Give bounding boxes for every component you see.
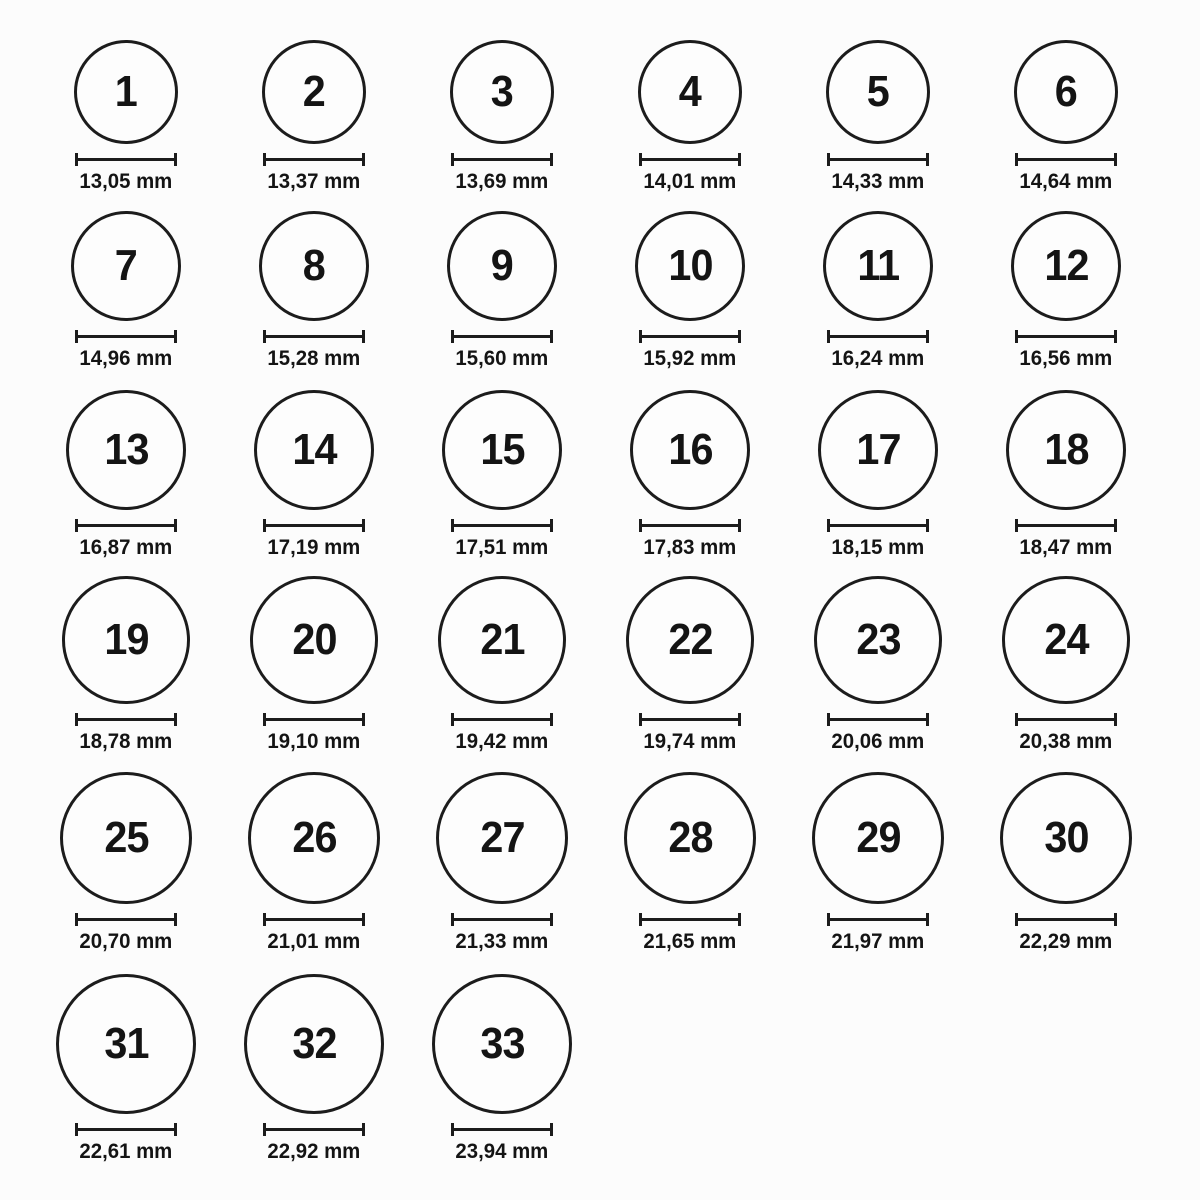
diameter-label: 13,05 mm: [79, 170, 173, 193]
ruler-tick-right: [174, 1123, 177, 1136]
size-row: [0, 755, 1200, 955]
ruler-tick-right: [362, 153, 365, 166]
size-circle: [1011, 211, 1121, 321]
size-circle: [1014, 40, 1118, 144]
size-number: 3: [490, 67, 514, 116]
size-number: 27: [479, 813, 525, 862]
ruler-bar: [1017, 524, 1115, 527]
ring-size-cell: [596, 211, 784, 372]
diameter-label: 16,87 mm: [79, 536, 173, 559]
ring-size-cell: [408, 40, 596, 195]
diameter-ruler: [451, 153, 553, 166]
size-number: 7: [114, 241, 138, 290]
size-number: 15: [479, 425, 525, 474]
size-row: [0, 955, 1200, 1165]
size-number: 12: [1043, 241, 1089, 290]
diameter-ruler: [263, 913, 365, 926]
ruler-tick-right: [926, 713, 929, 726]
size-number: 4: [678, 67, 702, 116]
size-number: 5: [866, 67, 890, 116]
ring-size-cell: [220, 772, 408, 955]
ruler-bar: [829, 718, 927, 721]
size-circle: [56, 974, 196, 1114]
ring-size-cell: [972, 390, 1160, 561]
ring-size-cell: [596, 772, 784, 955]
ruler-bar: [77, 718, 175, 721]
diameter-label: 14,64 mm: [1019, 170, 1113, 193]
ruler-tick-right: [174, 153, 177, 166]
ring-size-cell: [972, 772, 1160, 955]
ruler-tick-right: [1114, 713, 1117, 726]
diameter-ruler: [451, 913, 553, 926]
ruler-bar: [1017, 918, 1115, 921]
ring-size-cell: [784, 40, 972, 195]
ruler-tick-right: [362, 713, 365, 726]
diameter-label: 15,92 mm: [643, 347, 737, 370]
ruler-bar: [453, 335, 551, 338]
size-number: 25: [103, 813, 149, 862]
ruler-tick-right: [362, 519, 365, 532]
size-circle: [823, 211, 933, 321]
diameter-ruler: [75, 1123, 177, 1136]
ruler-bar: [453, 918, 551, 921]
ruler-bar: [453, 158, 551, 161]
ring-size-cell: [408, 390, 596, 561]
size-circle: [432, 974, 572, 1114]
diameter-label: 14,33 mm: [831, 170, 925, 193]
ruler-tick-right: [174, 330, 177, 343]
size-number: 28: [667, 813, 713, 862]
size-row: [0, 561, 1200, 755]
size-circle: [630, 390, 750, 510]
ruler-bar: [453, 524, 551, 527]
ruler-tick-right: [550, 519, 553, 532]
ring-size-cell: [596, 40, 784, 195]
size-number: 26: [291, 813, 337, 862]
size-circle: [74, 40, 178, 144]
ruler-bar: [829, 158, 927, 161]
ring-size-cell: [220, 576, 408, 755]
diameter-label: 18,15 mm: [831, 536, 925, 559]
size-number: 14: [291, 425, 337, 474]
ruler-bar: [641, 335, 739, 338]
size-circle: [818, 390, 938, 510]
ruler-tick-right: [362, 330, 365, 343]
ring-size-cell: [596, 390, 784, 561]
size-number: 20: [291, 615, 337, 664]
ring-size-cell: [972, 40, 1160, 195]
diameter-label: 21,01 mm: [267, 930, 361, 953]
diameter-label: 23,94 mm: [455, 1140, 549, 1163]
ruler-tick-right: [926, 153, 929, 166]
ring-size-cell: [408, 974, 596, 1165]
size-number: 17: [855, 425, 901, 474]
diameter-ruler: [827, 519, 929, 532]
diameter-label: 16,24 mm: [831, 347, 925, 370]
diameter-label: 16,56 mm: [1019, 347, 1113, 370]
size-circle: [259, 211, 369, 321]
ruler-tick-right: [926, 330, 929, 343]
ruler-tick-right: [550, 713, 553, 726]
diameter-label: 19,42 mm: [455, 730, 549, 753]
size-number: 1: [114, 67, 138, 116]
ruler-tick-right: [550, 1123, 553, 1136]
ruler-bar: [265, 718, 363, 721]
ruler-bar: [453, 1128, 551, 1131]
diameter-ruler: [263, 1123, 365, 1136]
size-circle: [624, 772, 756, 904]
diameter-label: 21,97 mm: [831, 930, 925, 953]
diameter-ruler: [75, 519, 177, 532]
ring-size-cell: [784, 576, 972, 755]
diameter-ruler: [1015, 913, 1117, 926]
ruler-bar: [1017, 718, 1115, 721]
size-number: 23: [855, 615, 901, 664]
ruler-tick-right: [174, 713, 177, 726]
size-circle: [250, 576, 378, 704]
diameter-label: 15,60 mm: [455, 347, 549, 370]
diameter-label: 20,70 mm: [79, 930, 173, 953]
ruler-tick-right: [738, 713, 741, 726]
size-number: 24: [1043, 615, 1089, 664]
ruler-tick-right: [926, 519, 929, 532]
diameter-ruler: [1015, 713, 1117, 726]
size-circle: [60, 772, 192, 904]
ring-size-cell: [220, 211, 408, 372]
ring-size-cell: [784, 390, 972, 561]
ruler-bar: [829, 524, 927, 527]
diameter-ruler: [1015, 153, 1117, 166]
diameter-ruler: [639, 153, 741, 166]
ring-size-cell: [408, 576, 596, 755]
diameter-ruler: [263, 713, 365, 726]
ruler-tick-right: [1114, 913, 1117, 926]
ruler-bar: [265, 335, 363, 338]
size-circle: [442, 390, 562, 510]
ring-size-cell: [408, 211, 596, 372]
diameter-label: 19,10 mm: [267, 730, 361, 753]
diameter-label: 22,61 mm: [79, 1140, 173, 1163]
size-circle: [626, 576, 754, 704]
size-number: 9: [490, 241, 514, 290]
size-circle: [438, 576, 566, 704]
ruler-bar: [265, 158, 363, 161]
size-number: 6: [1054, 67, 1078, 116]
size-number: 16: [667, 425, 713, 474]
diameter-ruler: [639, 713, 741, 726]
size-circle: [436, 772, 568, 904]
ring-size-cell: [32, 211, 220, 372]
ring-size-cell: [220, 974, 408, 1165]
diameter-ruler: [639, 330, 741, 343]
size-circle: [447, 211, 557, 321]
ruler-tick-right: [738, 519, 741, 532]
size-number: 30: [1043, 813, 1089, 862]
size-circle: [635, 211, 745, 321]
size-circle: [62, 576, 190, 704]
size-number: 31: [103, 1019, 149, 1068]
size-number: 21: [479, 615, 525, 664]
ruler-tick-right: [738, 913, 741, 926]
diameter-ruler: [639, 519, 741, 532]
size-circle: [814, 576, 942, 704]
diameter-label: 18,78 mm: [79, 730, 173, 753]
ruler-bar: [77, 524, 175, 527]
diameter-ruler: [263, 519, 365, 532]
ring-size-cell: [972, 576, 1160, 755]
size-number: 11: [857, 241, 899, 290]
ruler-tick-right: [362, 1123, 365, 1136]
size-circle: [248, 772, 380, 904]
ruler-tick-right: [174, 519, 177, 532]
size-circle: [244, 974, 384, 1114]
ring-size-cell: [32, 40, 220, 195]
ring-size-cell: [32, 576, 220, 755]
size-number: 33: [479, 1019, 525, 1068]
diameter-ruler: [827, 913, 929, 926]
ruler-tick-right: [738, 153, 741, 166]
diameter-label: 15,28 mm: [267, 347, 361, 370]
diameter-ruler: [263, 330, 365, 343]
size-number: 29: [855, 813, 901, 862]
ruler-bar: [265, 918, 363, 921]
ring-size-cell: [972, 211, 1160, 372]
ring-size-cell: [32, 390, 220, 561]
ruler-tick-right: [550, 330, 553, 343]
ruler-tick-right: [926, 913, 929, 926]
ring-size-cell: [32, 974, 220, 1165]
size-circle: [71, 211, 181, 321]
size-number: 13: [103, 425, 149, 474]
diameter-label: 20,38 mm: [1019, 730, 1113, 753]
diameter-label: 22,92 mm: [267, 1140, 361, 1163]
ruler-bar: [641, 918, 739, 921]
ruler-bar: [77, 158, 175, 161]
ruler-tick-right: [1114, 153, 1117, 166]
ruler-bar: [1017, 335, 1115, 338]
ring-size-cell: [596, 576, 784, 755]
size-number: 19: [103, 615, 149, 664]
diameter-label: 21,33 mm: [455, 930, 549, 953]
ruler-bar: [265, 524, 363, 527]
ruler-tick-right: [362, 913, 365, 926]
diameter-label: 14,01 mm: [643, 170, 737, 193]
ring-size-cell: [220, 390, 408, 561]
ring-size-cell: [32, 772, 220, 955]
size-circle: [812, 772, 944, 904]
size-circle: [450, 40, 554, 144]
size-number: 10: [667, 241, 713, 290]
size-circle: [1002, 576, 1130, 704]
size-circle: [1006, 390, 1126, 510]
diameter-ruler: [75, 913, 177, 926]
diameter-ruler: [827, 153, 929, 166]
ruler-bar: [641, 158, 739, 161]
diameter-ruler: [451, 519, 553, 532]
ruler-bar: [829, 335, 927, 338]
size-circle: [638, 40, 742, 144]
size-row: [0, 195, 1200, 372]
diameter-label: 17,51 mm: [455, 536, 549, 559]
size-circle: [826, 40, 930, 144]
diameter-ruler: [827, 713, 929, 726]
ruler-bar: [641, 718, 739, 721]
ring-size-cell: [220, 40, 408, 195]
ruler-tick-right: [174, 913, 177, 926]
size-row: [0, 372, 1200, 561]
ruler-tick-right: [1114, 330, 1117, 343]
diameter-ruler: [75, 713, 177, 726]
diameter-label: 22,29 mm: [1019, 930, 1113, 953]
diameter-label: 17,19 mm: [267, 536, 361, 559]
diameter-ruler: [75, 330, 177, 343]
size-circle: [66, 390, 186, 510]
diameter-ruler: [451, 1123, 553, 1136]
ruler-bar: [829, 918, 927, 921]
size-number: 32: [291, 1019, 337, 1068]
diameter-ruler: [1015, 330, 1117, 343]
size-row: [0, 13, 1200, 195]
ruler-bar: [641, 524, 739, 527]
diameter-ruler: [263, 153, 365, 166]
ruler-bar: [77, 335, 175, 338]
size-number: 18: [1043, 425, 1089, 474]
ruler-bar: [265, 1128, 363, 1131]
diameter-label: 20,06 mm: [831, 730, 925, 753]
diameter-label: 18,47 mm: [1019, 536, 1113, 559]
diameter-ruler: [75, 153, 177, 166]
ruler-bar: [1017, 158, 1115, 161]
ruler-bar: [77, 1128, 175, 1131]
diameter-label: 14,96 mm: [79, 347, 173, 370]
size-number: 8: [302, 241, 326, 290]
ruler-bar: [453, 718, 551, 721]
ring-size-cell: [784, 211, 972, 372]
diameter-label: 19,74 mm: [643, 730, 737, 753]
diameter-ruler: [451, 713, 553, 726]
diameter-label: 13,69 mm: [455, 170, 549, 193]
size-circle: [262, 40, 366, 144]
diameter-ruler: [451, 330, 553, 343]
diameter-ruler: [1015, 519, 1117, 532]
diameter-label: 17,83 mm: [643, 536, 737, 559]
size-circle: [254, 390, 374, 510]
ring-size-cell: [784, 772, 972, 955]
diameter-ruler: [827, 330, 929, 343]
diameter-ruler: [639, 913, 741, 926]
ring-size-cell: [408, 772, 596, 955]
size-number: 2: [302, 67, 326, 116]
diameter-label: 13,37 mm: [267, 170, 361, 193]
ruler-tick-right: [1114, 519, 1117, 532]
ruler-tick-right: [550, 913, 553, 926]
diameter-label: 21,65 mm: [643, 930, 737, 953]
ruler-bar: [77, 918, 175, 921]
size-number: 22: [667, 615, 713, 664]
size-circle: [1000, 772, 1132, 904]
ruler-tick-right: [738, 330, 741, 343]
ruler-tick-right: [550, 153, 553, 166]
